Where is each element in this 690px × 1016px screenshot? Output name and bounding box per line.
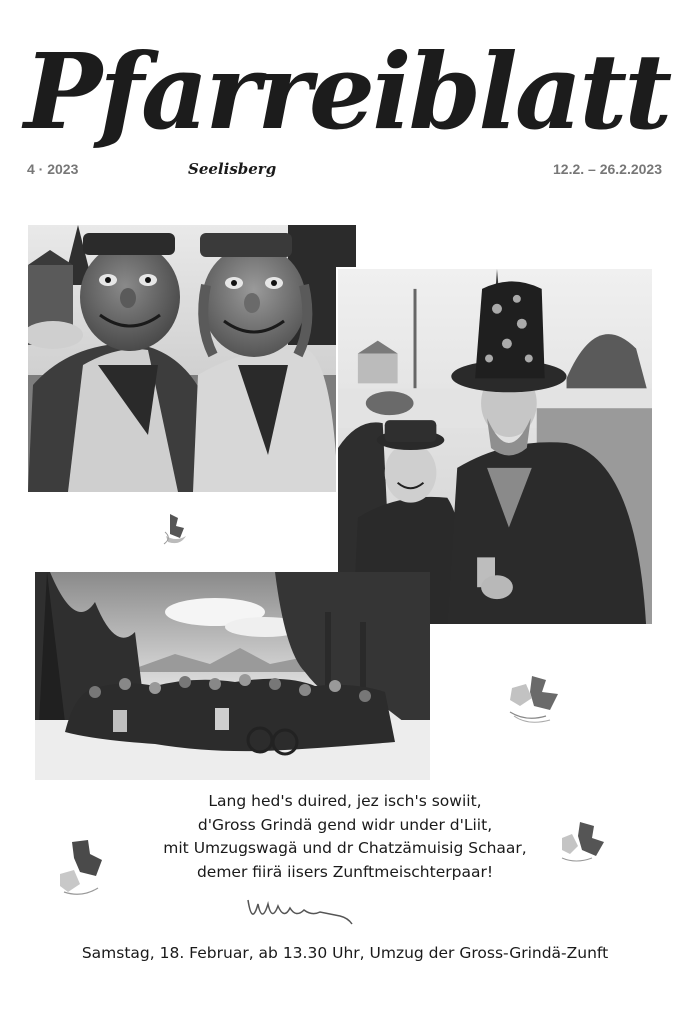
photo-carnival-masks [28, 225, 356, 492]
poem-line: d'Gross Grindä gend widr under d'Liit, [197, 815, 493, 834]
event-announcement: Samstag, 18. Februar, ab 13.30 Uhr, Umzug der Gross-Grindä-Zunft [81, 944, 609, 962]
poem-line: demer fiirä iisers Zunftmeischterpaar! [196, 862, 494, 881]
photo-group-snow [35, 572, 430, 780]
poem-line: Lang hed's duired, jez isch's sowiit, [208, 792, 482, 810]
date-range: 12.2. – 26.2.2023 [553, 161, 662, 177]
issue-number: 4 · 2023 [27, 161, 79, 177]
signature-squiggle-icon [244, 890, 356, 930]
leaf-ornament-icon [58, 836, 110, 900]
photo-costumed-couple [336, 267, 652, 624]
leaf-ornament-icon [506, 672, 566, 728]
poem-line: mit Umzugswagä und dr Chatzämuisig Schaar, [163, 839, 527, 857]
leaf-ornament-icon [162, 512, 192, 548]
parish-name: Seelisberg [188, 160, 277, 178]
masthead-title: Pfarreiblatt [24, 30, 670, 153]
poem [120, 790, 570, 884]
